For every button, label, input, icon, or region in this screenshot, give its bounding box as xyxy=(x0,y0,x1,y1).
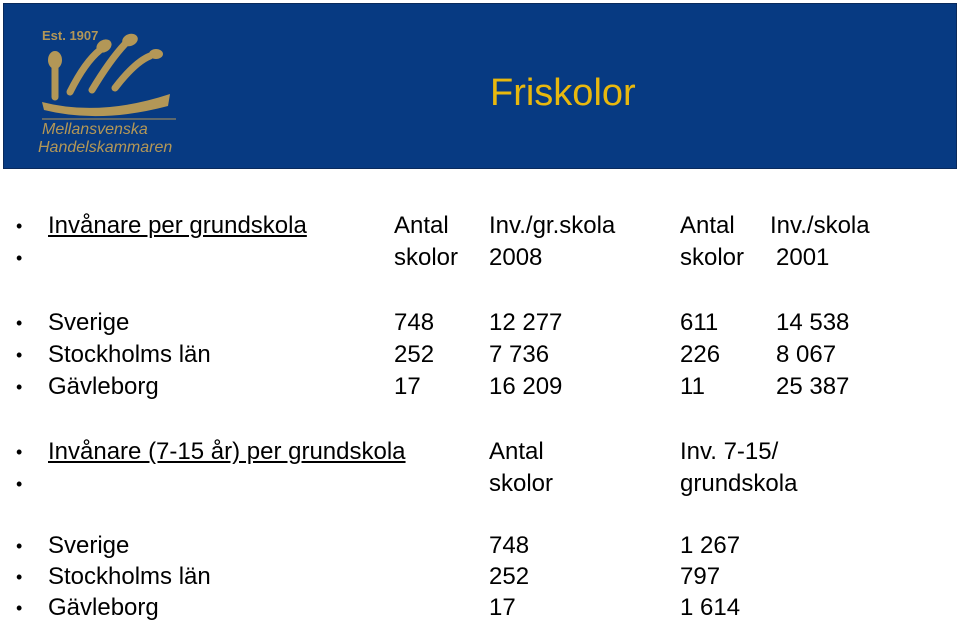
antal: 17 xyxy=(394,373,421,400)
header-panel xyxy=(3,3,957,169)
logo-line1: Mellansvenska xyxy=(42,121,148,138)
antal: 17 xyxy=(489,594,516,621)
bullet: • xyxy=(16,248,23,268)
page-title: Friskolor xyxy=(490,72,636,114)
table2-heading: Invånare (7-15 år) per grundskola xyxy=(48,438,406,465)
table1-col-antal: Antal xyxy=(394,212,449,239)
bullet: • xyxy=(16,313,23,333)
region: Sverige xyxy=(48,532,130,559)
antal: 252 xyxy=(489,563,530,590)
table1-col-antal2: Antal xyxy=(680,212,735,239)
inv: 7 736 xyxy=(489,341,550,368)
table2-col-antal-sub: skolor xyxy=(489,470,554,497)
table1-col-antal-sub: skolor xyxy=(394,244,459,271)
bullet: • xyxy=(16,442,23,462)
table1-heading: Invånare per grundskola xyxy=(48,212,307,239)
table2-col-antal: Antal xyxy=(489,438,544,465)
bullet: • xyxy=(16,216,23,236)
table1-col-antal2-sub: skolor xyxy=(680,244,745,271)
inv: 1 614 xyxy=(680,594,741,621)
inv: 797 xyxy=(680,563,721,590)
bullet: • xyxy=(16,567,23,587)
inv: 16 209 xyxy=(489,373,563,400)
table1-col-inv-sub: 2008 xyxy=(489,244,543,271)
bullet: • xyxy=(16,598,23,618)
crown-logo xyxy=(30,22,190,162)
bullet: • xyxy=(16,345,23,365)
antal: 252 xyxy=(394,341,435,368)
region: Sverige xyxy=(48,309,130,336)
header-banner xyxy=(0,0,960,170)
inv2: 25 387 xyxy=(776,373,850,400)
bullet: • xyxy=(16,536,23,556)
table2-col-inv: Inv. 7-15/ xyxy=(680,438,779,465)
table2-col-inv-sub: grundskola xyxy=(680,470,798,497)
antal2: 611 xyxy=(680,309,719,336)
inv2: 14 538 xyxy=(776,309,850,336)
antal2: 11 xyxy=(680,373,705,400)
table1-col-inv2-sub: 2001 xyxy=(776,244,830,271)
antal: 748 xyxy=(489,532,530,559)
inv: 12 277 xyxy=(489,309,563,336)
region: Stockholms län xyxy=(48,341,211,368)
region: Gävleborg xyxy=(48,594,159,621)
antal2: 226 xyxy=(680,341,721,368)
antal: 748 xyxy=(394,309,435,336)
table1-col-inv: Inv./gr.skola xyxy=(489,212,616,239)
region: Gävleborg xyxy=(48,373,159,400)
inv2: 8 067 xyxy=(776,341,837,368)
table1-col-inv2: Inv./skola xyxy=(770,212,870,239)
logo-line2: Handelskammaren xyxy=(38,139,173,156)
inv: 1 267 xyxy=(680,532,741,559)
region: Stockholms län xyxy=(48,563,211,590)
bullet: • xyxy=(16,474,23,494)
bullet: • xyxy=(16,377,23,397)
logo-est: Est. 1907 xyxy=(42,28,99,43)
